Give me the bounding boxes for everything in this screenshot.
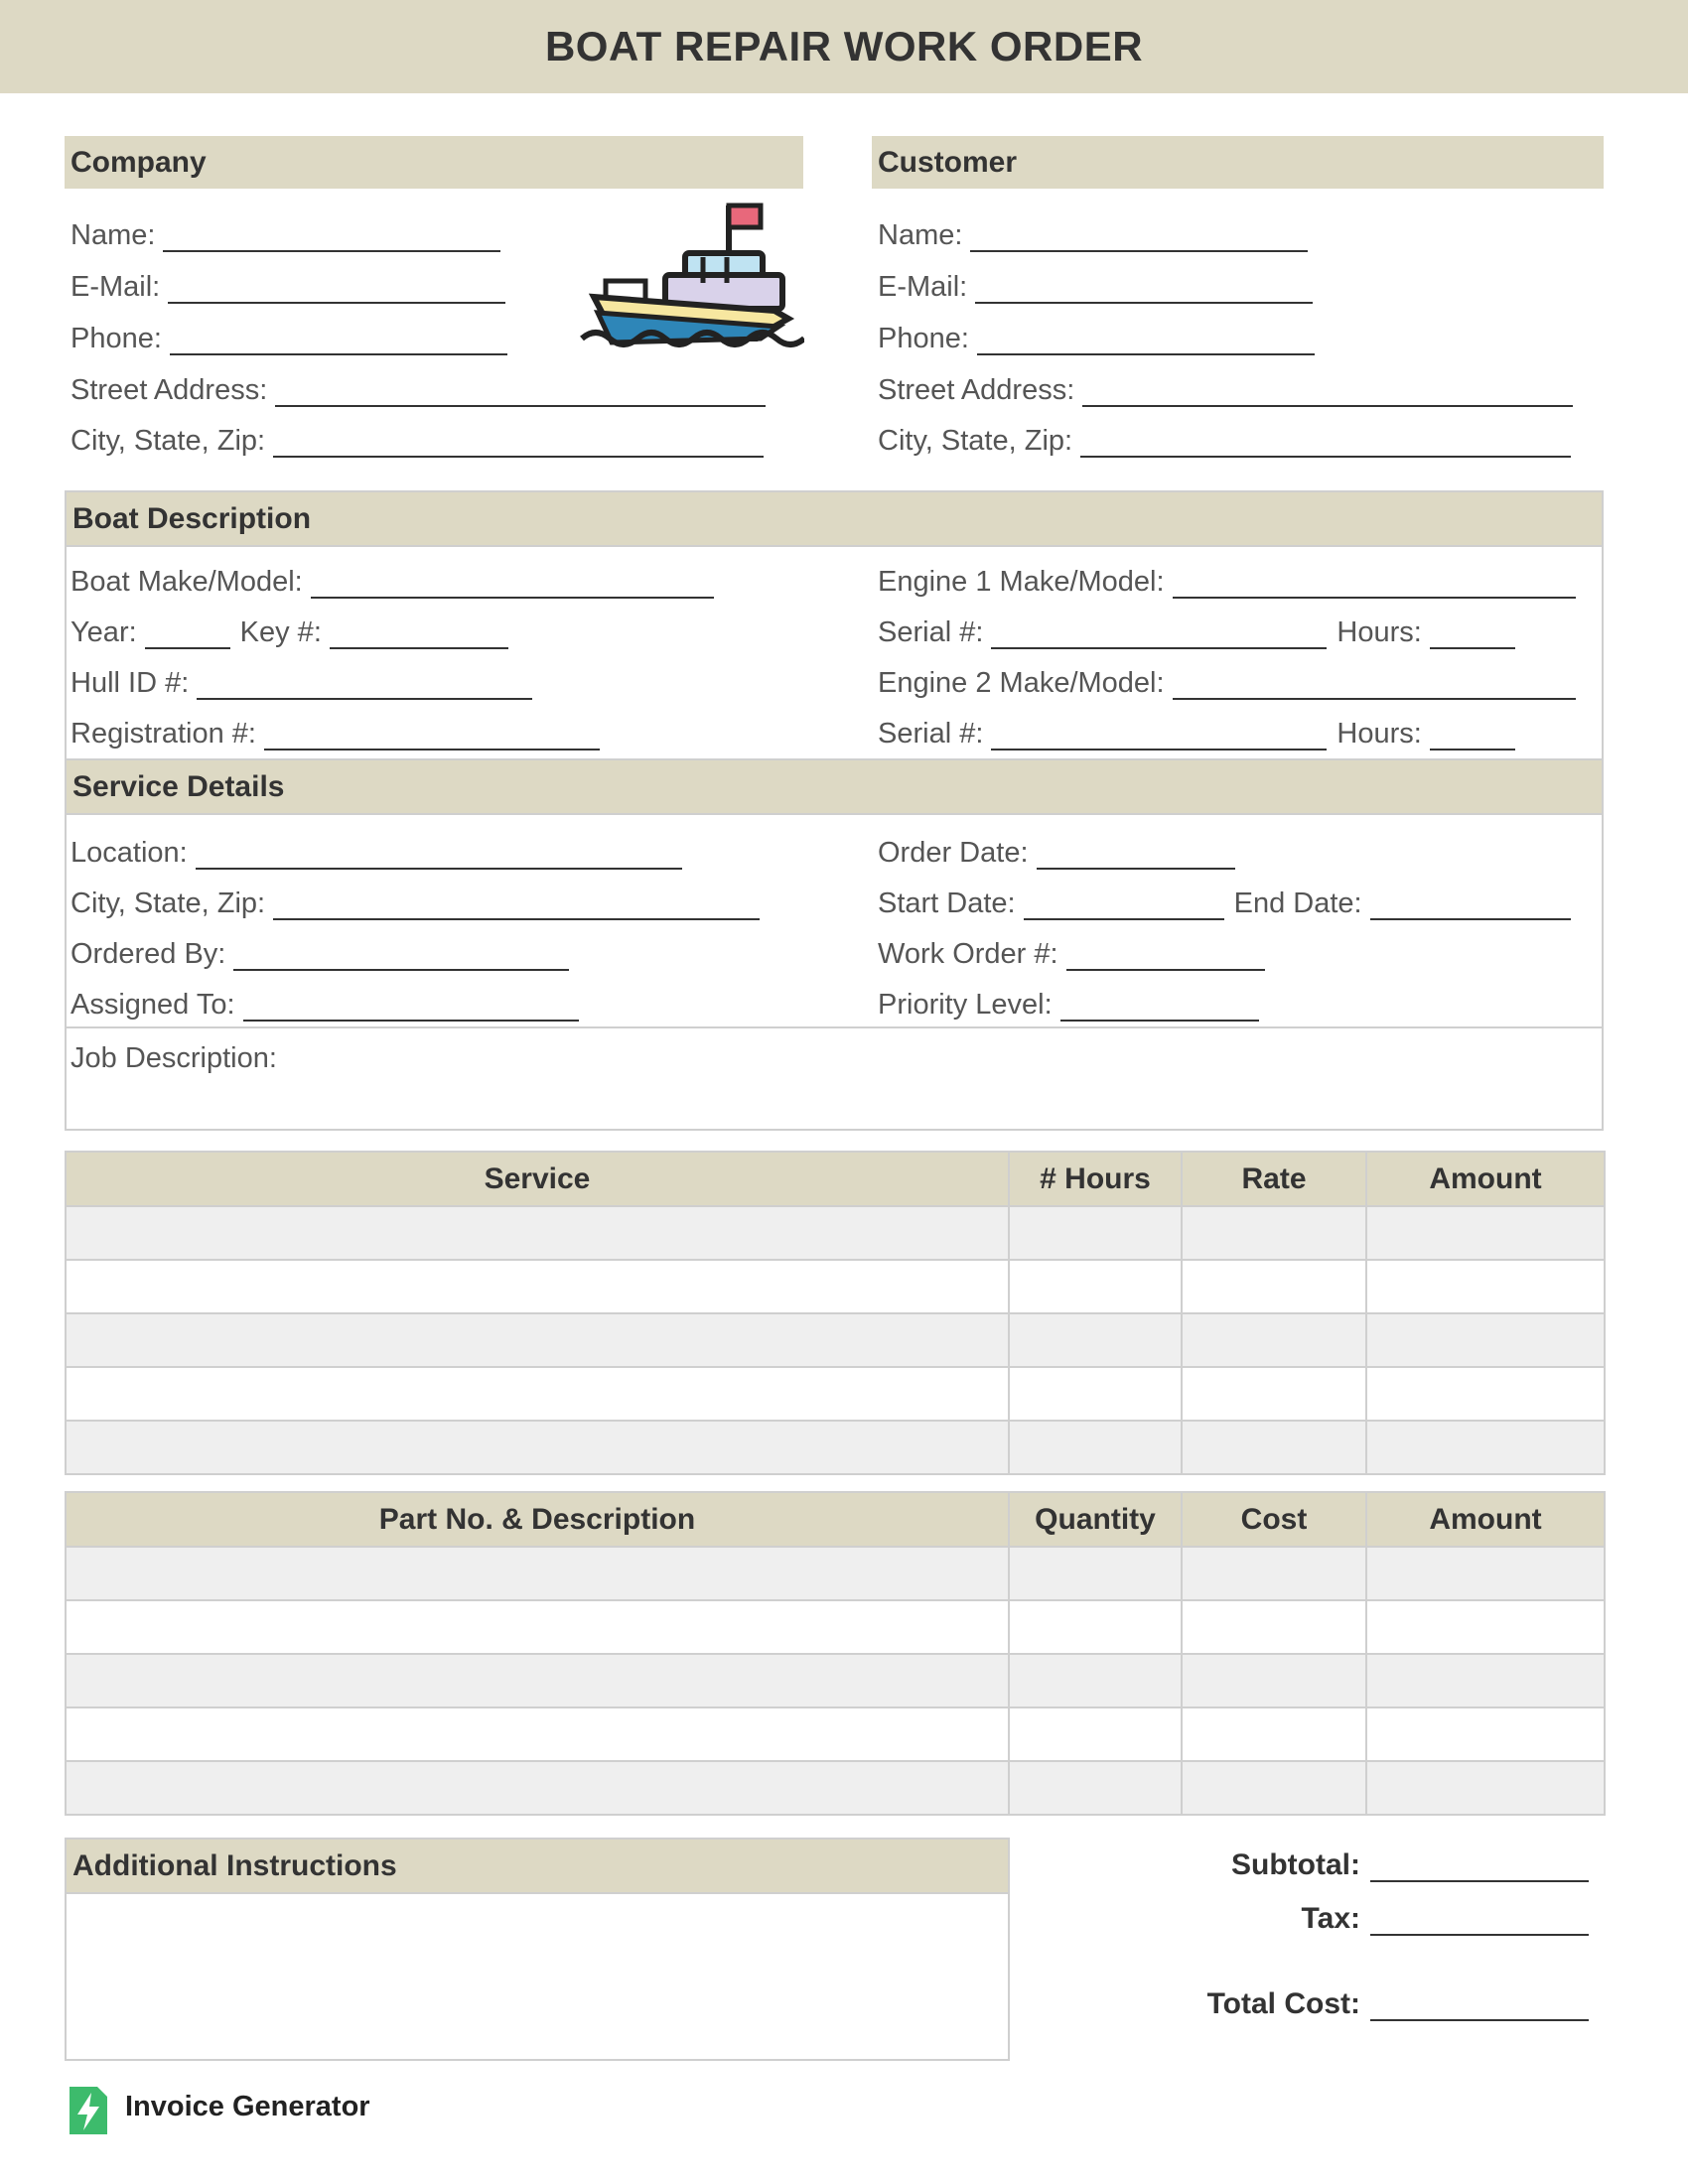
table-cell[interactable] bbox=[66, 1421, 1009, 1474]
column-header: Service bbox=[66, 1152, 1009, 1206]
table-cell[interactable] bbox=[66, 1367, 1009, 1421]
footer-brand: Invoice Generator bbox=[125, 2091, 370, 2122]
table-header-row bbox=[66, 1152, 1605, 1206]
column-header: Part No. & Description bbox=[66, 1492, 1009, 1547]
table-cell[interactable] bbox=[1009, 1313, 1182, 1367]
company-name-field[interactable]: Name: bbox=[70, 212, 500, 252]
service-city-field[interactable]: City, State, Zip: bbox=[70, 881, 760, 920]
table-cell[interactable] bbox=[1009, 1547, 1182, 1600]
table-cell[interactable] bbox=[1366, 1547, 1605, 1600]
customer-heading: Customer bbox=[872, 136, 1604, 189]
boat-registration-field[interactable]: Registration #: bbox=[70, 711, 600, 751]
company-street-field[interactable]: Street Address: bbox=[70, 367, 766, 407]
ordered-by-field[interactable]: Ordered By: bbox=[70, 931, 569, 971]
table-cell[interactable] bbox=[1366, 1761, 1605, 1815]
table-cell[interactable] bbox=[1009, 1600, 1182, 1654]
table-cell[interactable] bbox=[1009, 1654, 1182, 1707]
table-row[interactable] bbox=[66, 1707, 1605, 1761]
column-header: Rate bbox=[1182, 1152, 1366, 1206]
table-cell[interactable] bbox=[1009, 1206, 1182, 1260]
company-email-field[interactable]: E-Mail: bbox=[70, 264, 505, 304]
table-cell[interactable] bbox=[66, 1654, 1009, 1707]
table-cell[interactable] bbox=[1182, 1547, 1366, 1600]
table-cell[interactable] bbox=[1182, 1707, 1366, 1761]
customer-city-field[interactable]: City, State, Zip: bbox=[878, 418, 1571, 458]
work-order-field[interactable]: Work Order #: bbox=[878, 931, 1265, 971]
table-cell[interactable] bbox=[1182, 1600, 1366, 1654]
table-cell[interactable] bbox=[1366, 1600, 1605, 1654]
column-header: # Hours bbox=[1009, 1152, 1182, 1206]
column-header: Amount bbox=[1366, 1152, 1605, 1206]
table-cell[interactable] bbox=[66, 1600, 1009, 1654]
engine1-serial-field[interactable]: Serial #: Hours: bbox=[878, 610, 1515, 649]
table-cell[interactable] bbox=[1182, 1421, 1366, 1474]
divider bbox=[67, 545, 1602, 547]
boat-hull-field[interactable]: Hull ID #: bbox=[70, 660, 532, 700]
table-cell[interactable] bbox=[1182, 1654, 1366, 1707]
boat-icon bbox=[576, 194, 804, 352]
total-cost-field[interactable]: Total Cost : bbox=[1207, 1981, 1589, 2021]
order-date-field[interactable]: Order Date: bbox=[878, 830, 1235, 870]
divider bbox=[67, 813, 1602, 815]
table-cell[interactable] bbox=[1366, 1421, 1605, 1474]
column-header: Amount bbox=[1366, 1492, 1605, 1547]
customer-name-field[interactable]: Name: bbox=[878, 212, 1308, 252]
additional-instructions-heading: Additional Instructions bbox=[67, 1840, 1008, 1892]
table-row[interactable] bbox=[66, 1547, 1605, 1600]
services-table bbox=[65, 1151, 1606, 1475]
table-cell[interactable] bbox=[1009, 1367, 1182, 1421]
table-cell[interactable] bbox=[1182, 1313, 1366, 1367]
service-details-heading: Service Details bbox=[67, 760, 1602, 813]
table-cell[interactable] bbox=[1009, 1707, 1182, 1761]
table-cell[interactable] bbox=[1182, 1206, 1366, 1260]
column-header: Cost bbox=[1182, 1492, 1366, 1547]
table-row[interactable] bbox=[66, 1260, 1605, 1313]
table-cell[interactable] bbox=[1366, 1313, 1605, 1367]
table-cell[interactable] bbox=[1366, 1206, 1605, 1260]
start-date-field[interactable]: Start Date: End Date: bbox=[878, 881, 1571, 920]
divider bbox=[67, 1026, 1602, 1028]
company-heading: Company bbox=[65, 136, 803, 189]
table-cell[interactable] bbox=[1182, 1260, 1366, 1313]
company-city-field[interactable]: City, State, Zip: bbox=[70, 418, 764, 458]
priority-field[interactable]: Priority Level: bbox=[878, 982, 1259, 1022]
tax-field[interactable]: Tax : bbox=[1302, 1896, 1589, 1936]
table-cell[interactable] bbox=[66, 1707, 1009, 1761]
table-cell[interactable] bbox=[1182, 1761, 1366, 1815]
table-cell[interactable] bbox=[1182, 1367, 1366, 1421]
table-cell[interactable] bbox=[1009, 1260, 1182, 1313]
customer-phone-field[interactable]: Phone: bbox=[878, 316, 1315, 355]
table-cell[interactable] bbox=[66, 1260, 1009, 1313]
table-row[interactable] bbox=[66, 1313, 1605, 1367]
company-phone-field[interactable]: Phone: bbox=[70, 316, 507, 355]
engine2-make-field[interactable]: Engine 2 Make/Model: bbox=[878, 660, 1576, 700]
title-bar bbox=[0, 0, 1688, 93]
table-cell[interactable] bbox=[66, 1313, 1009, 1367]
boat-make-field[interactable]: Boat Make/Model: bbox=[70, 559, 714, 599]
service-location-field[interactable]: Location: bbox=[70, 830, 682, 870]
table-cell[interactable] bbox=[1366, 1260, 1605, 1313]
boat-description-heading: Boat Description bbox=[67, 492, 1602, 545]
table-cell[interactable] bbox=[1009, 1761, 1182, 1815]
table-row[interactable] bbox=[66, 1206, 1605, 1260]
table-cell[interactable] bbox=[66, 1761, 1009, 1815]
table-header-row bbox=[66, 1492, 1605, 1547]
table-row[interactable] bbox=[66, 1421, 1605, 1474]
divider bbox=[67, 1892, 1008, 1894]
table-cell[interactable] bbox=[1009, 1421, 1182, 1474]
table-cell[interactable] bbox=[66, 1547, 1009, 1600]
column-header: Quantity bbox=[1009, 1492, 1182, 1547]
job-description-field[interactable]: Job Description: bbox=[70, 1042, 277, 1074]
table-cell[interactable] bbox=[1366, 1367, 1605, 1421]
page-title: BOAT REPAIR WORK ORDER bbox=[544, 23, 1144, 69]
subtotal-field[interactable]: Subtotal : bbox=[1231, 1843, 1589, 1882]
customer-street-field[interactable]: Street Address: bbox=[878, 367, 1573, 407]
engine1-make-field[interactable]: Engine 1 Make/Model: bbox=[878, 559, 1576, 599]
invoice-generator-logo-icon bbox=[66, 2083, 111, 2138]
table-row[interactable] bbox=[66, 1600, 1605, 1654]
parts-table bbox=[65, 1491, 1606, 1816]
engine2-serial-field[interactable]: Serial #: Hours: bbox=[878, 711, 1515, 751]
table-cell[interactable] bbox=[66, 1206, 1009, 1260]
customer-email-field[interactable]: E-Mail: bbox=[878, 264, 1313, 304]
table-cell[interactable] bbox=[1366, 1654, 1605, 1707]
table-row[interactable] bbox=[66, 1654, 1605, 1707]
assigned-to-field[interactable]: Assigned To: bbox=[70, 982, 579, 1022]
table-cell[interactable] bbox=[1366, 1707, 1605, 1761]
table-row[interactable] bbox=[66, 1367, 1605, 1421]
table-row[interactable] bbox=[66, 1761, 1605, 1815]
boat-year-field[interactable]: Year: Key #: bbox=[70, 610, 508, 649]
